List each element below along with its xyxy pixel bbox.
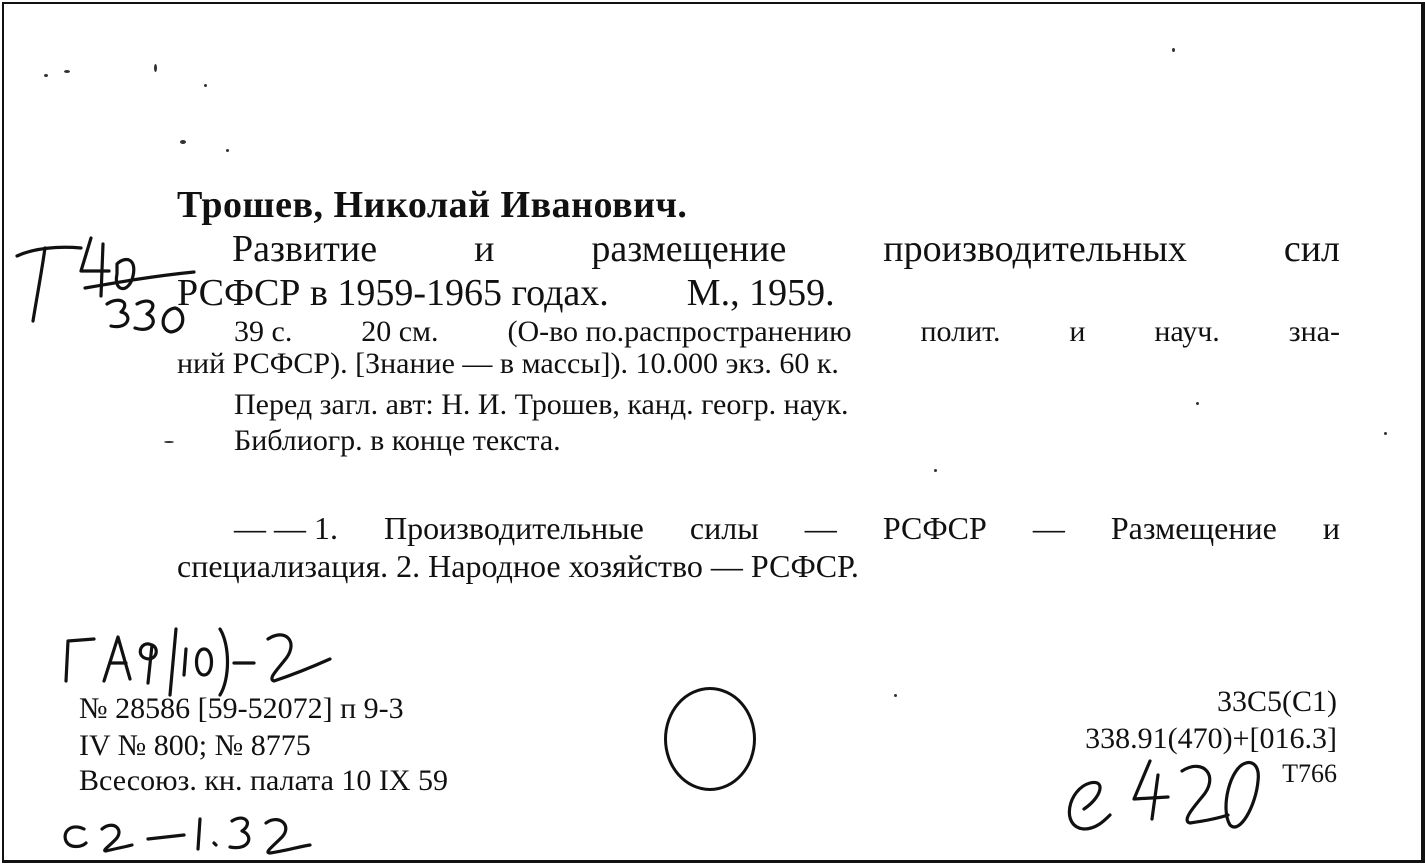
scan-speck [1384, 432, 1387, 435]
scan-speck [64, 70, 70, 73]
subject-part: РСФСР [882, 510, 987, 546]
hole-circle [664, 687, 756, 791]
scan-speck [1196, 402, 1199, 405]
subject-part: Размещение [1110, 510, 1277, 546]
scan-speck [226, 149, 229, 152]
scan-speck [44, 74, 48, 77]
scan-speck [1172, 48, 1175, 52]
subject-part: — [1032, 510, 1065, 546]
collation-part: 20 см. [361, 315, 439, 348]
chamber-stamp: Всесоюз. кн. палата 10 IX 59 [79, 764, 449, 797]
author-mark: Т766 [1282, 759, 1337, 788]
subject-part: Производительные [384, 510, 644, 546]
collation-line-2: ний РСФСР). [Знание — в массы]). 10.000 экз. 60 к. [177, 347, 839, 380]
title-word: и [474, 228, 495, 270]
collation-part: 39 с. [234, 315, 293, 348]
scan-speck [180, 140, 186, 144]
title-word: производительных [883, 228, 1187, 270]
subjects-line-1 [234, 512, 1340, 544]
record-number: № 28586 [59-52072] п 9-3 [79, 692, 404, 725]
subjects-line-2: специализация. 2. Народное хозяйство — РСФСР. [177, 548, 859, 584]
scan-speck [164, 441, 174, 443]
subject-part: и [1322, 510, 1340, 546]
title-line-2 [177, 274, 835, 312]
handwritten-shelfmark-bottom [54, 799, 354, 859]
catalog-card [2, 2, 1425, 863]
title-word: размещение [591, 228, 787, 270]
scan-speck [204, 84, 207, 87]
scan-speck [934, 469, 937, 472]
classification-code: 33С5(С1) [1217, 685, 1337, 718]
author-heading: Трошев, Николай Иванович. [177, 184, 688, 226]
subject-part: — — 1. [234, 510, 338, 546]
collation-part: (О-во по.распространению [507, 315, 852, 348]
handwritten-number [1044, 749, 1284, 849]
bibliography-note: Библиогр. в конце текста. [234, 424, 561, 457]
subject-part: силы [689, 510, 759, 546]
collation-part: зна- [1288, 315, 1340, 348]
publication-info: М., 1959. [686, 272, 835, 314]
scan-speck [894, 694, 897, 697]
collation-part: науч. [1154, 315, 1220, 348]
title-line-1 [232, 230, 1340, 268]
udc-code: 338.91(470)+[016.3] [1085, 722, 1337, 755]
collation-part: полит. [920, 315, 1001, 348]
scan-speck [154, 64, 157, 72]
collation-part: и [1069, 315, 1086, 348]
title-text: РСФСР в 1959-1965 годах. [177, 272, 609, 314]
handwritten-shelfmark-top [9, 226, 199, 356]
title-word: Развитие [232, 228, 378, 270]
author-note: Перед загл. авт: Н. И. Трошев, канд. геогр. наук. [234, 388, 849, 421]
record-index: IV № 800; № 8775 [79, 729, 311, 762]
title-word: сил [1283, 228, 1340, 270]
handwritten-shelfmark-middle [54, 609, 364, 699]
collation-line-1 [234, 317, 1340, 347]
subject-part: — [804, 510, 837, 546]
